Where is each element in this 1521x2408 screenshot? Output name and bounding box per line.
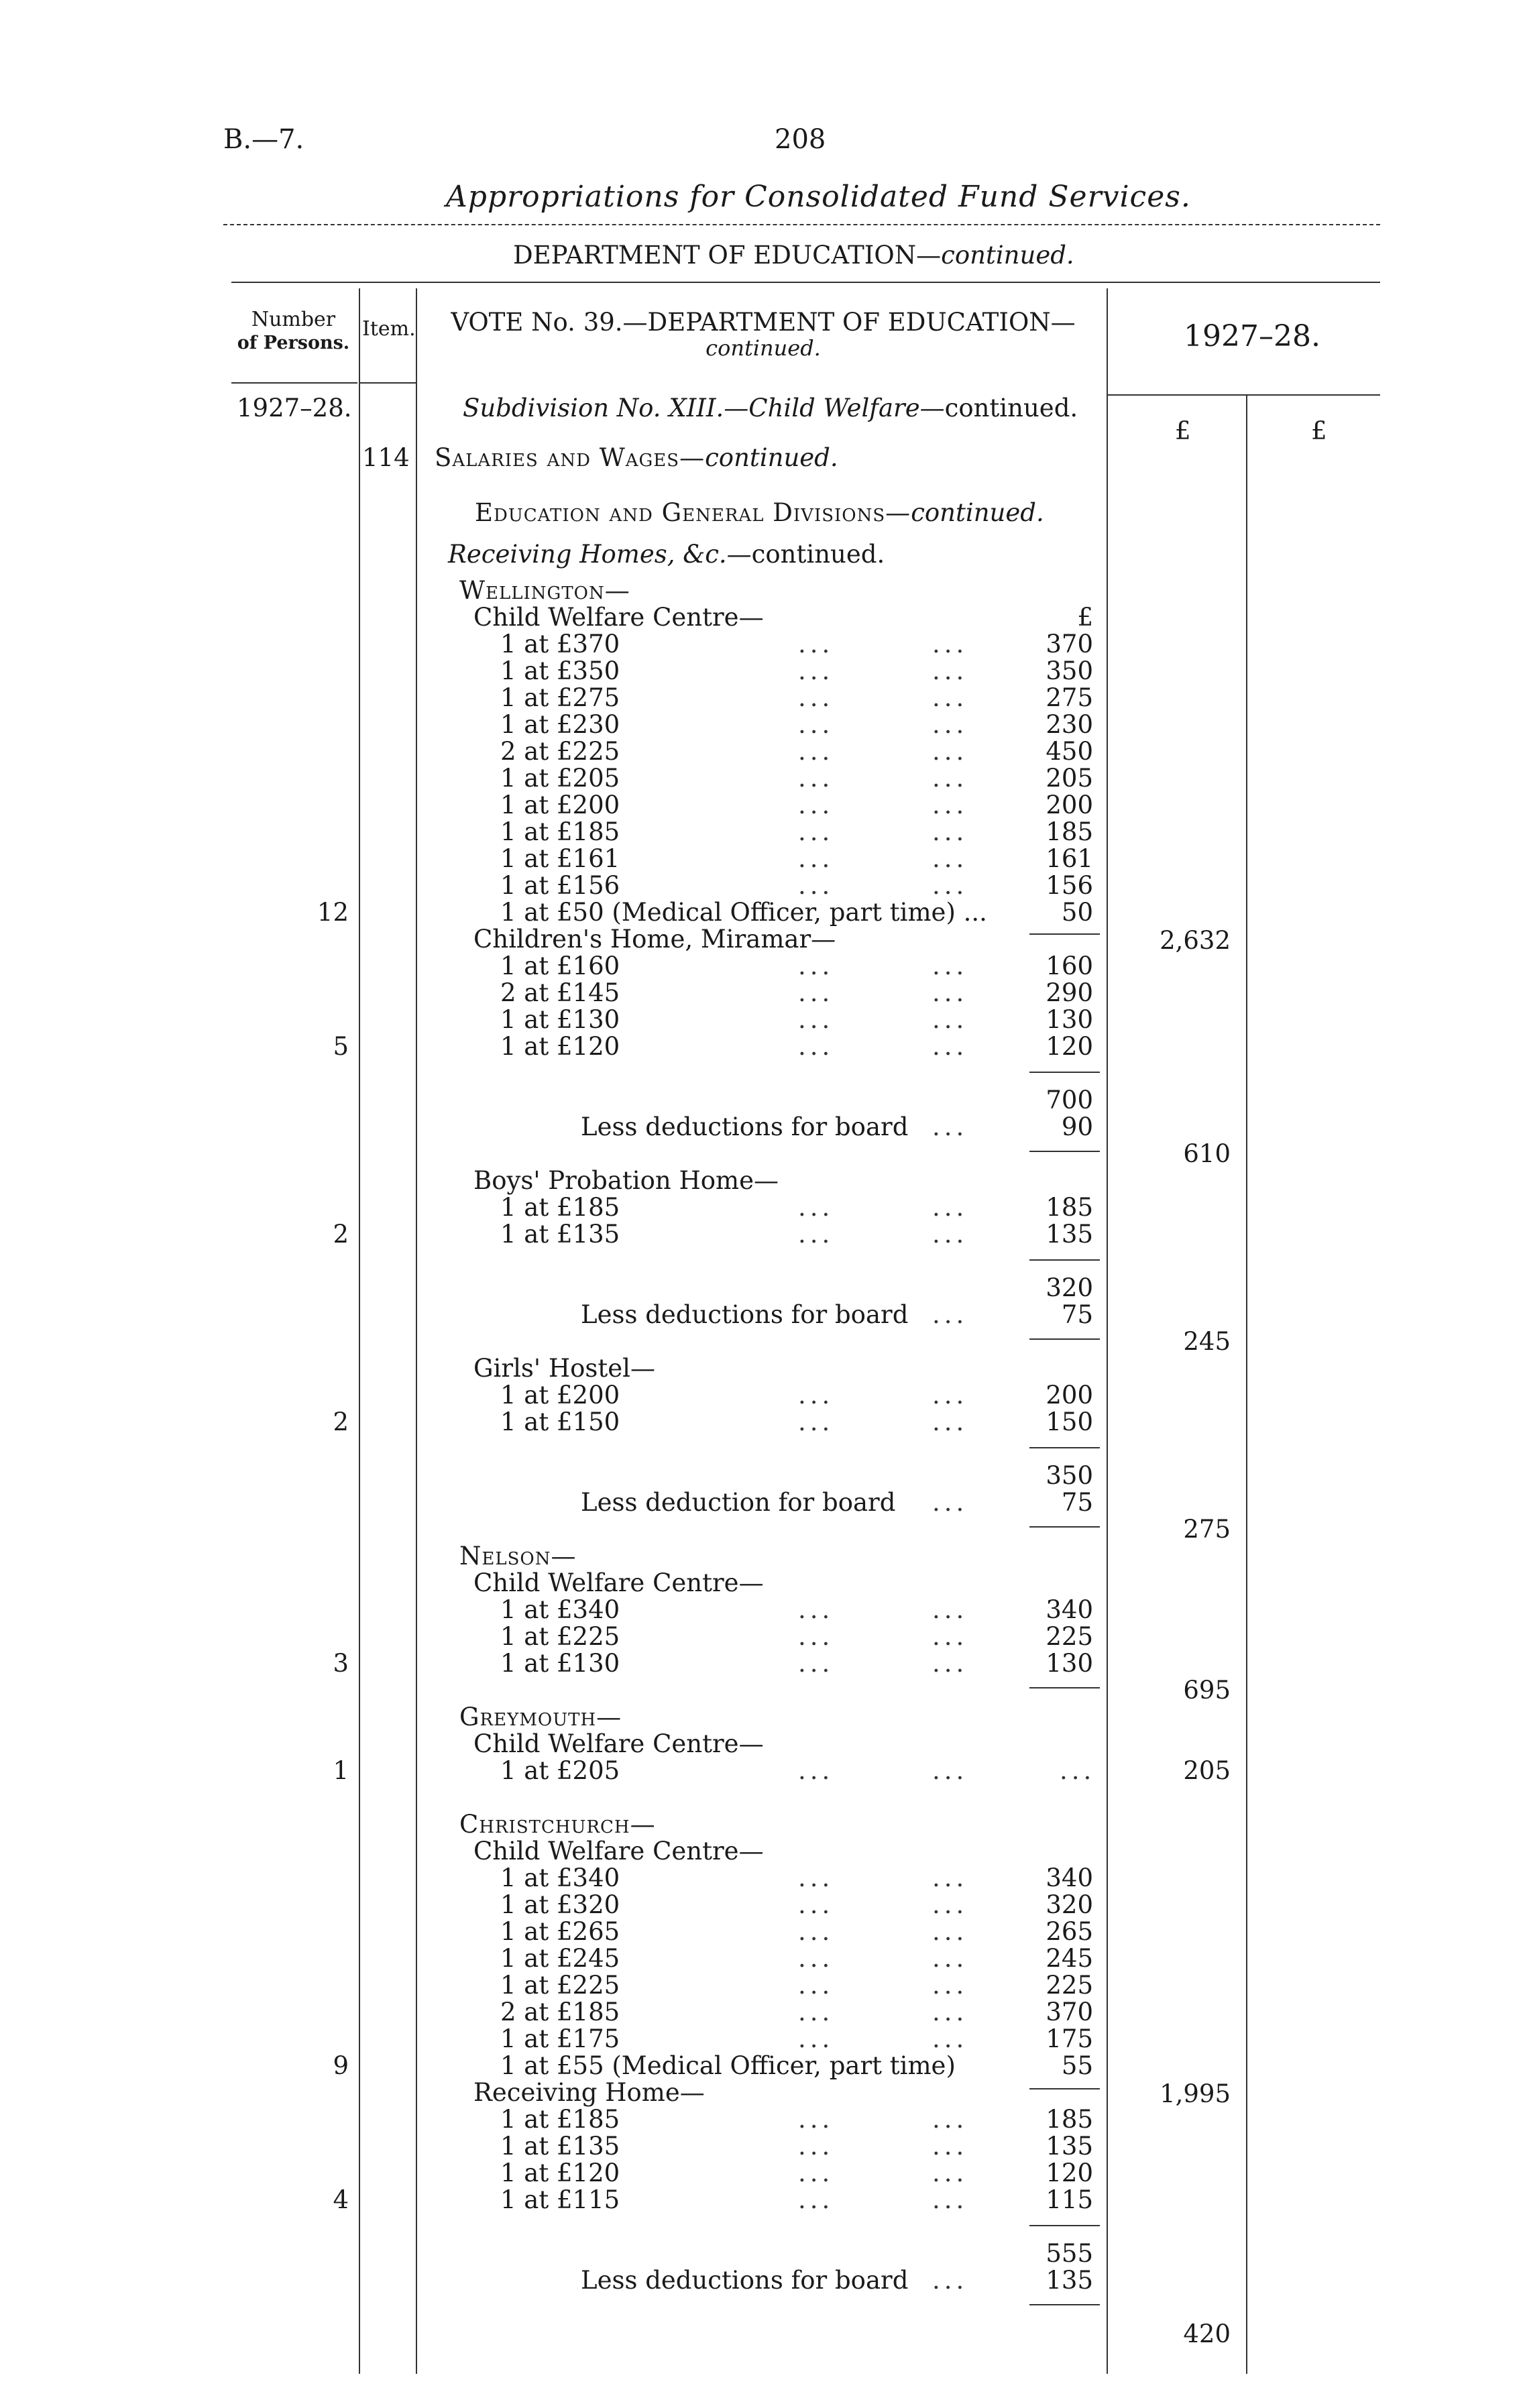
document-code: B.—7. <box>223 124 304 155</box>
greymouth-total: 205 <box>1183 1756 1231 1785</box>
wellington-heading: Wellington— <box>459 576 630 605</box>
leader-dots: ... <box>798 1032 834 1061</box>
boys-less-amount: 75 <box>1061 1300 1093 1329</box>
miramar-less-dots: ... <box>932 1112 968 1141</box>
receiving-home-sub-rule <box>1029 2225 1100 2226</box>
leader-dots: ... <box>932 2185 968 2214</box>
col-vote-l2: continued. <box>706 335 821 361</box>
leader-dots: ... <box>798 710 834 739</box>
christchurch-medical-row: 1 at £55 (Medical Officer, part time) <box>500 2051 956 2080</box>
leader-dots: ... <box>932 1193 968 1222</box>
salary-row-amount: 135 <box>1046 2132 1093 2161</box>
salary-row-label: 2 at £185 <box>500 1998 620 2026</box>
leader-dots: ... <box>932 844 968 873</box>
wellington-pound-sign: £ <box>1077 603 1093 632</box>
salary-row-amount: 370 <box>1046 1998 1093 2026</box>
col-divider-amount <box>1107 288 1108 2374</box>
salaries-title: Salaries and Wages— <box>435 443 706 472</box>
leader-dots: ... <box>932 2105 968 2134</box>
salary-row-amount: 135 <box>1046 1220 1093 1249</box>
christchurch-cwc-heading: Child Welfare Centre— <box>473 1837 764 1866</box>
salary-row-label: 1 at £185 <box>500 2105 620 2134</box>
salary-row-amount: 161 <box>1046 844 1093 873</box>
receiving-home-total: 420 <box>1183 2319 1231 2348</box>
salary-row-amount: 205 <box>1046 764 1093 793</box>
wellington-sum-rule <box>1029 933 1100 935</box>
edu-divisions-title: Education and General Divisions— <box>475 498 911 527</box>
col-divider-item <box>416 288 417 2374</box>
nelson-persons: 3 <box>333 1649 349 1678</box>
greymouth-cwc-heading: Child Welfare Centre— <box>473 1729 764 1758</box>
girls-sub-rule <box>1029 1447 1100 1448</box>
salary-row-amount: 350 <box>1046 656 1093 685</box>
salary-row-amount: 225 <box>1046 1971 1093 2000</box>
salary-row-amount: 130 <box>1046 1005 1093 1034</box>
girls-total: 275 <box>1183 1515 1231 1544</box>
year-header-rule <box>1108 394 1380 396</box>
salary-row-label: 1 at £120 <box>500 1032 620 1061</box>
nelson-cwc-heading: Child Welfare Centre— <box>473 1568 764 1597</box>
col-divider-persons <box>359 288 360 2374</box>
salary-row-label: 1 at £175 <box>500 2024 620 2053</box>
department-name: DEPARTMENT OF EDUCATION— <box>513 241 942 270</box>
salary-row-label: 1 at £120 <box>500 2159 620 2187</box>
leader-dots: ... <box>932 1408 968 1436</box>
girls-persons: 2 <box>333 1408 349 1436</box>
salary-row-amount: 230 <box>1046 710 1093 739</box>
leader-dots: ... <box>798 791 834 819</box>
leader-dots: ... <box>798 1864 834 1892</box>
boys-total: 245 <box>1183 1327 1231 1356</box>
miramar-heading: Children's Home, Miramar— <box>473 925 836 954</box>
page-number: 208 <box>775 124 826 155</box>
leader-dots: ... <box>798 844 834 873</box>
leader-dots: ... <box>932 683 968 712</box>
col-divider-total <box>1246 396 1247 2374</box>
christchurch-medical-amount: 55 <box>1061 2051 1093 2080</box>
nelson-total: 695 <box>1183 1676 1231 1705</box>
col-vote-l1: VOTE No. 39.—DEPARTMENT OF EDUCATION— <box>451 308 1076 337</box>
salary-row-label: 1 at £265 <box>500 1917 620 1946</box>
title-rule <box>223 224 1380 225</box>
leader-dots: ... <box>798 764 834 793</box>
boys-heading: Boys' Probation Home— <box>473 1166 779 1195</box>
miramar-sub-rule <box>1029 1072 1100 1073</box>
salary-row-amount: 340 <box>1046 1864 1093 1892</box>
salary-row-label: 1 at £130 <box>500 1005 620 1034</box>
salary-row-amount: 185 <box>1046 1193 1093 1222</box>
leader-dots: ... <box>932 1005 968 1034</box>
boys-net-rule <box>1029 1338 1100 1340</box>
wellington-medical-row: 1 at £50 (Medical Officer, part time) ... <box>500 898 987 927</box>
salary-row-amount: 290 <box>1046 978 1093 1007</box>
page-title: Appropriations for Consolidated Fund Services. <box>446 180 1191 214</box>
miramar-less-label: Less deductions for board <box>581 1112 909 1141</box>
leader-dots: ... <box>932 1622 968 1651</box>
leader-dots: ... <box>932 764 968 793</box>
salary-row-label: 2 at £145 <box>500 978 620 1007</box>
salary-row-amount: 115 <box>1046 2185 1093 2214</box>
leader-dots: ... <box>932 1864 968 1892</box>
wellington-total: 2,632 <box>1160 926 1231 955</box>
salary-row-amount: 275 <box>1046 683 1093 712</box>
leader-dots: ... <box>798 683 834 712</box>
salary-row-label: 1 at £350 <box>500 656 620 685</box>
salary-row-label: 1 at £340 <box>500 1864 620 1892</box>
leader-dots: ... <box>798 1622 834 1651</box>
persons-year: 1927–28. <box>237 394 352 422</box>
leader-dots: ... <box>932 2024 968 2053</box>
salary-row-label: 1 at £230 <box>500 710 620 739</box>
salary-row-amount: 200 <box>1046 1381 1093 1410</box>
col-item-header: Item. <box>362 317 416 341</box>
leader-dots: ... <box>798 1998 834 2026</box>
leader-dots: ... <box>798 1381 834 1410</box>
salary-row-amount: 130 <box>1046 1649 1093 1678</box>
leader-dots: ... <box>932 1944 968 1973</box>
receiving-home-less-dots: ... <box>932 2266 968 2295</box>
pound-column-1: £ <box>1175 416 1191 445</box>
receiving-home-heading: Receiving Home— <box>473 2078 705 2107</box>
boys-subtotal: 320 <box>1046 1273 1093 1302</box>
leader-dots: ... <box>798 1649 834 1678</box>
wellington-cwc-heading: Child Welfare Centre— <box>473 603 764 632</box>
salary-row-amount: 245 <box>1046 1944 1093 1973</box>
leader-dots: ... <box>932 1971 968 2000</box>
leader-dots: ... <box>798 2105 834 2134</box>
leader-dots: ... <box>932 1998 968 2026</box>
christchurch-total: 1,995 <box>1160 2079 1231 2108</box>
leader-dots: ... <box>932 2159 968 2187</box>
salary-row-amount: 120 <box>1046 1032 1093 1061</box>
leader-dots: ... <box>798 1193 834 1222</box>
leader-dots: ... <box>932 1890 968 1919</box>
miramar-net-rule <box>1029 1151 1100 1152</box>
salary-row-amount: 156 <box>1046 871 1093 900</box>
leader-dots: ... <box>798 2024 834 2053</box>
col-vote-header <box>421 310 1105 359</box>
salary-row-amount: 370 <box>1046 630 1093 658</box>
girls-net-rule <box>1029 1526 1100 1528</box>
greymouth-persons: 1 <box>333 1756 349 1785</box>
leader-dots: ... <box>798 1944 834 1973</box>
salary-row-amount: 160 <box>1046 952 1093 980</box>
greymouth-heading: Greymouth— <box>459 1703 622 1731</box>
leader-dots: ... <box>932 710 968 739</box>
leader-dots: ... <box>798 1595 834 1624</box>
leader-dots: ... <box>798 1005 834 1034</box>
leader-dots: ... <box>932 791 968 819</box>
leader-dots: ... <box>798 978 834 1007</box>
item-number: 114 <box>362 443 410 472</box>
leader-dots: ... <box>798 1971 834 2000</box>
leader-dots: ... <box>798 2132 834 2161</box>
leader-dots: ... <box>798 1890 834 1919</box>
salary-row-label: 1 at £160 <box>500 952 620 980</box>
leader-dots: ... <box>798 656 834 685</box>
salaries-heading <box>435 445 838 470</box>
col-year-header: 1927–28. <box>1184 319 1320 353</box>
leader-dots: ... <box>932 817 968 846</box>
nelson-sum-rule <box>1029 1687 1100 1688</box>
header-top-rule <box>231 282 1380 283</box>
receiving-title: Receiving Homes, &c.— <box>448 540 752 569</box>
salary-row-label: 1 at £135 <box>500 1220 620 1249</box>
salary-row-label: 1 at £200 <box>500 791 620 819</box>
salary-row-amount: 200 <box>1046 791 1093 819</box>
salary-row-amount: 265 <box>1046 1917 1093 1946</box>
christchurch-persons: 9 <box>333 2051 349 2080</box>
nelson-heading: Nelson— <box>459 1542 577 1570</box>
miramar-less-amount: 90 <box>1061 1112 1093 1141</box>
salary-row-label: 1 at £200 <box>500 1381 620 1410</box>
salary-row-label: 1 at £150 <box>500 1408 620 1436</box>
persons-header-rule <box>231 382 357 384</box>
leader-dots: ... <box>932 630 968 658</box>
salary-row-amount: 175 <box>1046 2024 1093 2053</box>
subdivision-heading <box>463 396 1078 420</box>
salary-row-label: 1 at £275 <box>500 683 620 712</box>
greymouth-dots-1: ... <box>798 1756 834 1785</box>
leader-dots: ... <box>798 817 834 846</box>
leader-dots: ... <box>798 952 834 980</box>
col-persons-l1: Number <box>251 308 336 331</box>
salary-row-label: 1 at £161 <box>500 844 620 873</box>
boys-less-dots: ... <box>932 1300 968 1329</box>
leader-dots: ... <box>932 737 968 766</box>
col-persons-l2: of Persons. <box>237 333 350 353</box>
salary-row-amount: 450 <box>1046 737 1093 766</box>
girls-less-amount: 75 <box>1061 1488 1093 1517</box>
greymouth-dots-2: ... <box>932 1756 968 1785</box>
edu-divisions-cont: continued. <box>911 498 1044 527</box>
receiving-home-less-label: Less deductions for board <box>581 2266 909 2295</box>
leader-dots: ... <box>932 1032 968 1061</box>
subdivision-cont: continued. <box>944 394 1078 422</box>
receiving-home-net-rule <box>1029 2304 1100 2305</box>
leader-dots: ... <box>932 1381 968 1410</box>
salary-row-label: 1 at £135 <box>500 2132 620 2161</box>
girls-heading: Girls' Hostel— <box>473 1354 655 1383</box>
leader-dots: ... <box>932 656 968 685</box>
salary-row-label: 1 at £225 <box>500 1971 620 2000</box>
miramar-subtotal: 700 <box>1046 1086 1093 1114</box>
leader-dots: ... <box>932 2132 968 2161</box>
salary-row-label: 1 at £370 <box>500 630 620 658</box>
salary-row-amount: 185 <box>1046 2105 1093 2134</box>
leader-dots: ... <box>932 1917 968 1946</box>
receiving-home-subtotal: 555 <box>1046 2239 1093 2268</box>
receiving-cont: continued. <box>751 540 885 569</box>
edu-divisions-heading <box>475 500 1044 525</box>
greymouth-row-label: 1 at £205 <box>500 1756 620 1785</box>
salary-row-amount: 150 <box>1046 1408 1093 1436</box>
miramar-persons: 5 <box>333 1032 349 1061</box>
col-persons-header <box>231 310 355 352</box>
wellington-medical-amount: 50 <box>1061 898 1093 927</box>
miramar-total: 610 <box>1183 1139 1231 1168</box>
pound-column-2: £ <box>1311 416 1327 445</box>
salary-row-label: 1 at £156 <box>500 871 620 900</box>
leader-dots: ... <box>932 978 968 1007</box>
receiving-home-persons: 4 <box>333 2185 349 2214</box>
department-cont: continued. <box>941 241 1074 270</box>
salary-row-amount: 320 <box>1046 1890 1093 1919</box>
christchurch-heading: Christchurch— <box>459 1810 656 1839</box>
receiving-home-less-amount: 135 <box>1046 2266 1093 2295</box>
boys-persons: 2 <box>333 1220 349 1249</box>
leader-dots: ... <box>798 2159 834 2187</box>
salary-row-label: 1 at £225 <box>500 1622 620 1651</box>
salary-row-label: 1 at £245 <box>500 1944 620 1973</box>
item-header-rule <box>360 382 416 384</box>
leader-dots: ... <box>798 1917 834 1946</box>
salary-row-label: 1 at £340 <box>500 1595 620 1624</box>
leader-dots: ... <box>932 952 968 980</box>
leader-dots: ... <box>798 1220 834 1249</box>
salary-row-label: 1 at £205 <box>500 764 620 793</box>
leader-dots: ... <box>932 871 968 900</box>
salary-row-label: 1 at £130 <box>500 1649 620 1678</box>
boys-sub-rule <box>1029 1259 1100 1261</box>
salary-row-label: 1 at £115 <box>500 2185 620 2214</box>
girls-less-dots: ... <box>932 1488 968 1517</box>
department-heading <box>513 243 1074 268</box>
leader-dots: ... <box>798 2185 834 2214</box>
salary-row-amount: 185 <box>1046 817 1093 846</box>
subdivision-title: Subdivision No. XIII.—Child Welfare— <box>463 394 945 422</box>
salary-row-label: 1 at £185 <box>500 817 620 846</box>
leader-dots: ... <box>932 1220 968 1249</box>
salary-row-amount: 225 <box>1046 1622 1093 1651</box>
girls-less-label: Less deduction for board <box>581 1488 896 1517</box>
leader-dots: ... <box>798 630 834 658</box>
salaries-cont: continued. <box>705 443 838 472</box>
greymouth-dots-3: ... <box>1060 1756 1096 1785</box>
leader-dots: ... <box>798 871 834 900</box>
salary-row-label: 2 at £225 <box>500 737 620 766</box>
leader-dots: ... <box>932 1595 968 1624</box>
christchurch-sum-rule <box>1029 2088 1100 2089</box>
salary-row-label: 1 at £320 <box>500 1890 620 1919</box>
boys-less-label: Less deductions for board <box>581 1300 909 1329</box>
leader-dots: ... <box>798 737 834 766</box>
leader-dots: ... <box>932 1649 968 1678</box>
salary-row-label: 1 at £185 <box>500 1193 620 1222</box>
girls-subtotal: 350 <box>1046 1461 1093 1490</box>
salary-row-amount: 340 <box>1046 1595 1093 1624</box>
wellington-persons: 12 <box>317 898 349 927</box>
leader-dots: ... <box>798 1408 834 1436</box>
salary-row-amount: 120 <box>1046 2159 1093 2187</box>
receiving-heading <box>448 542 885 567</box>
